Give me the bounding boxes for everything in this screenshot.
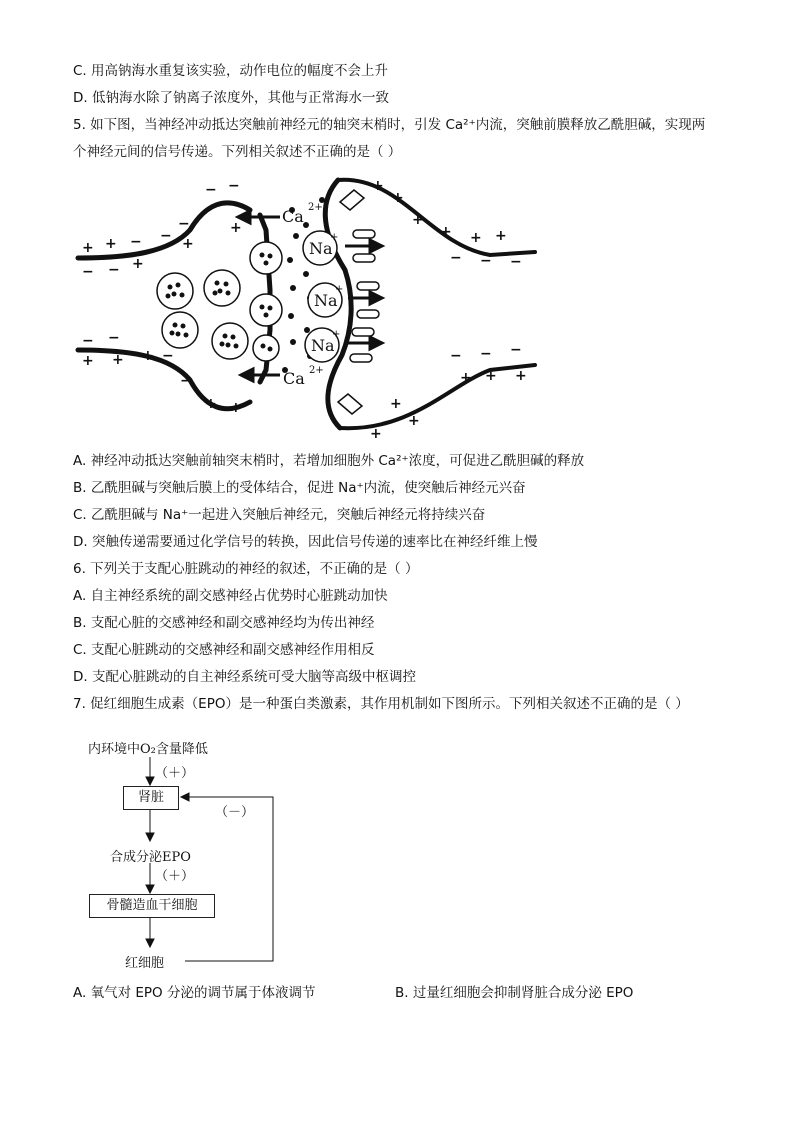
svg-text:+: + — [105, 236, 117, 252]
svg-text:+: + — [142, 348, 154, 364]
svg-text:−: − — [160, 228, 172, 244]
q5-stem-line1: 5. 如下图，当神经冲动抵达突触前神经元的轴突末梢时，引发 Ca²⁺内流，突触前膜释放乙酰胆碱，实现两 — [73, 117, 706, 133]
flow-plus-1: （＋） — [155, 766, 195, 781]
svg-text:−: − — [510, 254, 522, 270]
svg-text:+: + — [132, 256, 144, 272]
svg-text:+: + — [440, 224, 452, 240]
svg-text:+: + — [330, 232, 339, 243]
flow-kidney-box: 肾脏 — [123, 786, 179, 810]
flow-epo: 合成分泌EPO — [110, 850, 191, 865]
svg-text:−: − — [162, 348, 174, 364]
svg-text:+: + — [412, 212, 424, 228]
svg-text:+: + — [182, 236, 194, 252]
flow-plus-2: （＋） — [155, 869, 195, 884]
q5-option-b: B. 乙酰胆碱与突触后膜上的受体结合，促进 Na⁺内流，使突触后神经元兴奋 — [73, 480, 526, 496]
svg-text:−: − — [178, 216, 190, 232]
svg-text:+: + — [370, 426, 382, 442]
q6-option-b: B. 支配心脏的交感神经和副交感神经均为传出神经 — [73, 615, 375, 631]
svg-text:−: − — [510, 342, 522, 358]
svg-text:+: + — [392, 190, 404, 206]
q6-option-c: C. 支配心脏跳动的交感神经和副交感神经作用相反 — [73, 642, 375, 658]
flow-rbc: 红细胞 — [125, 956, 165, 971]
svg-text:+: + — [495, 228, 507, 244]
svg-text:+: + — [408, 413, 420, 429]
q4-option-d: D. 低钠海水除了钠离子浓度外，其他与正常海水一致 — [73, 90, 389, 106]
postsynaptic-right-bottom — [340, 365, 535, 428]
flow-o2-drop: 内环境中O₂含量降低 — [88, 742, 208, 757]
flow-minus: （－） — [215, 805, 255, 820]
svg-text:−: − — [108, 262, 120, 278]
q6-option-a: A. 自主神经系统的副交感神经占优势时心脏跳动加快 — [73, 588, 388, 604]
svg-text:+: + — [230, 400, 242, 416]
svg-text:+: + — [485, 368, 497, 384]
svg-text:−: − — [205, 182, 217, 198]
na-label-3: Na — [311, 336, 335, 355]
q6-stem: 6. 下列关于支配心脏跳动的神经的叙述，不正确的是（ ） — [73, 561, 419, 577]
svg-text:+: + — [372, 178, 384, 194]
svg-text:−: − — [82, 333, 94, 349]
svg-text:−: − — [450, 348, 462, 364]
epo-flowchart — [85, 735, 285, 975]
synapse-diagram — [70, 170, 560, 445]
ca-label-top: Ca — [282, 207, 304, 226]
q5-option-c: C. 乙酰胆碱与 Na⁺一起进入突触后神经元，突触后神经元将持续兴奋 — [73, 507, 486, 523]
svg-text:+: + — [460, 370, 472, 386]
q4-option-c: C. 用高钠海水重复该实验，动作电位的幅度不会上升 — [73, 63, 389, 79]
svg-text:+: + — [82, 240, 94, 256]
q7-stem: 7. 促红细胞生成素（EPO）是一种蛋白类激素，其作用机制如下图所示。下列相关叙述不正确的是（ ） — [73, 696, 689, 712]
svg-text:−: − — [180, 373, 192, 389]
svg-text:+: + — [82, 353, 94, 369]
na-label-1: Na — [309, 239, 333, 258]
svg-text:+: + — [112, 352, 124, 368]
svg-text:+: + — [470, 230, 482, 246]
svg-text:−: − — [82, 264, 94, 280]
q7-option-b: B. 过量红细胞会抑制肾脏合成分泌 EPO — [395, 985, 634, 1001]
svg-text:−: − — [108, 330, 120, 346]
svg-text:2+: 2+ — [308, 202, 323, 213]
q5-option-d: D. 突触传递需要通过化学信号的转换，因此信号传递的速率比在神经纤维上慢 — [73, 534, 538, 550]
svg-text:+: + — [205, 396, 217, 412]
q5-stem-line2: 个神经元间的信号传递。下列相关叙述不正确的是（ ） — [73, 144, 402, 160]
ca-label-bottom: Ca — [283, 369, 305, 388]
q5-option-a: A. 神经冲动抵达突触前轴突末梢时，若增加细胞外 Ca²⁺浓度，可促进乙酰胆碱的释放 — [73, 453, 585, 469]
svg-text:+: + — [332, 329, 341, 340]
svg-text:−: − — [480, 253, 492, 269]
svg-text:−: − — [228, 178, 240, 194]
svg-text:+: + — [335, 284, 344, 295]
svg-text:−: − — [450, 250, 462, 266]
q6-option-d: D. 支配心脏跳动的自主神经系统可受大脑等高级中枢调控 — [73, 669, 416, 685]
svg-text:2+: 2+ — [309, 365, 324, 376]
q7-option-a: A. 氧气对 EPO 分泌的调节属于体液调节 — [73, 985, 316, 1001]
svg-text:−: − — [130, 234, 142, 250]
svg-text:+: + — [390, 396, 402, 412]
flow-marrow-box: 骨髓造血干细胞 — [89, 894, 215, 918]
svg-text:+: + — [230, 220, 242, 236]
svg-text:−: − — [480, 346, 492, 362]
svg-text:+: + — [515, 368, 527, 384]
na-label-2: Na — [314, 291, 338, 310]
